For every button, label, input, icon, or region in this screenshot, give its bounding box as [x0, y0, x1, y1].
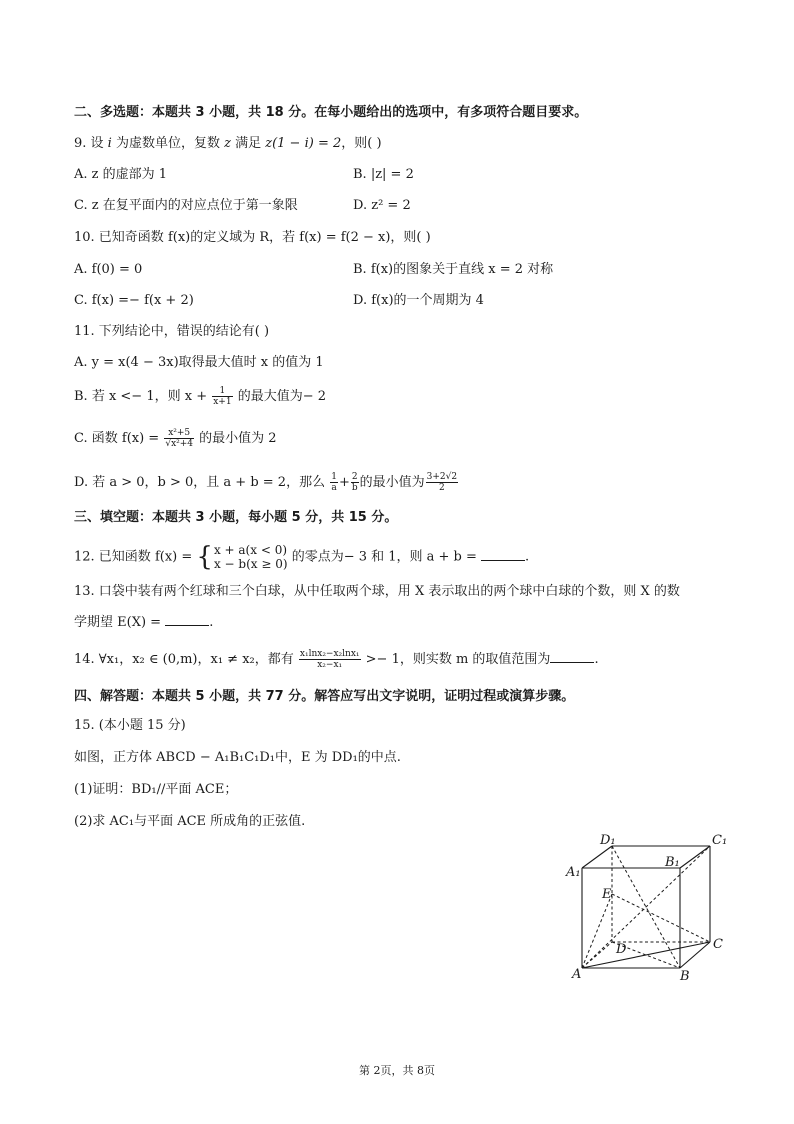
fraction-numerator: x²+5 — [164, 428, 194, 439]
question-15-part-2: (2)求 AC₁与平面 ACE 所成角的正弦值. — [74, 814, 306, 829]
q12-piecewise — [214, 543, 288, 571]
q13-text: 学期望 E(X) = — [74, 615, 166, 630]
q11-c-text: 的最小值为 2 — [199, 431, 277, 446]
label-a1: A₁ — [566, 865, 581, 880]
q14-end: . — [594, 652, 599, 667]
question-15-title: 15. (本小题 15 分) — [74, 718, 186, 733]
q10-option-a: A. f(0) = 0 — [74, 262, 143, 277]
q11-d-fraction-2 — [351, 472, 359, 493]
q11-d-fraction-1 — [330, 472, 338, 493]
q9-var-z: z — [224, 136, 231, 151]
label-a: A — [572, 967, 582, 982]
fraction-denominator: x+1 — [213, 397, 232, 407]
label-c1: C₁ — [712, 833, 728, 848]
q14-fraction — [299, 649, 361, 670]
answer-blank — [481, 548, 525, 561]
q12-case-1: x + a(x < 0) — [213, 543, 288, 557]
q9-option-a: A. z 的虚部为 1 — [74, 167, 168, 182]
q12-text: 12. 已知函数 f(x) = — [74, 549, 193, 565]
label-c: C — [713, 937, 723, 952]
segment-a-e — [582, 894, 612, 968]
section-heading-fill-in: 三、填空题：本题共 3 小题，每小题 5 分，共 15 分。 — [74, 510, 398, 525]
question-12 — [74, 543, 529, 571]
fraction-numerator: x₁lnx₂−x₂lnx₁ — [299, 649, 360, 659]
question-13-line-2 — [74, 613, 213, 633]
label-b1: B₁ — [665, 855, 680, 870]
question-15-part-1: (1)证明：BD₁//平面 ACE； — [74, 782, 238, 797]
cube-figure — [560, 830, 740, 985]
fraction-numerator: 1 — [212, 386, 232, 397]
q9-option-d: D. z² = 2 — [353, 198, 411, 213]
q10-option-b: B. f(x)的图象关于直线 x = 2 对称 — [353, 262, 554, 277]
q13-end: . — [209, 615, 214, 630]
edge-b1-c1 — [680, 846, 710, 868]
plus-sign: + — [338, 475, 350, 490]
q9-stem-part: 9. 设 — [74, 136, 108, 151]
question-10-stem: 10. 已知奇函数 f(x)的定义域为 R，若 f(x) = f(2 − x)，则( ) — [74, 230, 431, 245]
page-number: 第 2页，共 8页 — [359, 1064, 435, 1077]
q11-option-a: A. y = x(4 − 3x)取得最大值时 x 的值为 1 — [74, 355, 324, 370]
q11-option-d — [74, 472, 459, 493]
question-15-description: 如图，正方体 ABCD − A₁B₁C₁D₁中，E 为 DD₁的中点. — [74, 750, 401, 765]
q12-text: 的零点为− 3 和 1，则 a + b = — [291, 549, 482, 565]
segment-a-c — [582, 942, 710, 968]
answer-blank — [550, 650, 594, 663]
q11-b-text: B. 若 x <− 1，则 x + — [74, 389, 208, 404]
label-d: D — [616, 942, 627, 957]
q14-text: 14. ∀x₁，x₂ ∈ (0,m)，x₁ ≠ x₂，都有 — [74, 652, 294, 667]
question-11-stem: 11. 下列结论中，错误的结论有( ) — [74, 324, 270, 339]
fraction-numerator: 1 — [331, 472, 337, 482]
q9-stem-part: ，则( ) — [341, 136, 382, 151]
fraction-numerator: 3+2√2 — [426, 472, 458, 482]
q11-d-text: 的最小值为 — [359, 475, 425, 490]
q9-var-i: i — [107, 136, 112, 151]
q10-option-c: C. f(x) =− f(x + 2) — [74, 293, 194, 308]
fraction-denominator: a — [331, 483, 337, 493]
q11-b-fraction — [212, 386, 232, 407]
fraction-denominator: √x²+4 — [165, 439, 194, 449]
fraction-numerator: 2 — [351, 472, 358, 482]
q11-option-b — [74, 386, 326, 407]
left-brace-icon: { — [196, 542, 213, 572]
cube-hidden-lines — [582, 846, 710, 968]
section-heading-multiple-choice: 二、多选题：本题共 3 小题，共 18 分。在每小题给出的选项中，有多项符合题目要求。 — [74, 105, 588, 120]
answer-blank — [165, 613, 209, 626]
label-b: B — [680, 969, 690, 984]
label-d1: D₁ — [600, 833, 616, 848]
q9-stem-part: 满足 — [230, 136, 266, 151]
q11-c-fraction — [164, 428, 194, 449]
q14-text: >− 1，则实数 m 的取值范围为 — [365, 652, 551, 667]
fraction-denominator: b — [351, 483, 358, 493]
edge-a1-d1 — [582, 846, 612, 868]
q12-end: . — [525, 549, 530, 565]
fraction-denominator: 2 — [439, 483, 445, 493]
q11-b-text: 的最大值为− 2 — [237, 389, 327, 404]
q11-d-fraction-3 — [426, 472, 458, 493]
q11-d-text: D. 若 a > 0，b > 0，且 a + b = 2，那么 — [74, 475, 326, 490]
fraction-denominator: x₂−x₁ — [317, 660, 343, 670]
q11-c-text: C. 函数 f(x) = — [74, 431, 160, 446]
question-9-stem — [74, 134, 382, 154]
question-14 — [74, 649, 599, 670]
q10-option-d: D. f(x)的一个周期为 4 — [353, 293, 484, 308]
q9-equation: z(1 − i) = 2 — [265, 136, 342, 151]
q9-stem-part: 为虚数单位，复数 — [111, 136, 225, 151]
q9-option-c: C. z 在复平面内的对应点位于第一象限 — [74, 198, 298, 213]
segment-a-c1 — [582, 846, 710, 968]
q12-case-2: x − b(x ≥ 0) — [213, 557, 288, 571]
question-13-line-1: 13. 口袋中装有两个红球和三个白球，从中任取两个球，用 X 表示取出的两个球中白球的个数，则 X 的数 — [74, 584, 680, 599]
q11-option-c — [74, 428, 277, 449]
q9-option-b: B. |z| = 2 — [353, 167, 414, 182]
edge-b-c — [680, 942, 710, 968]
section-heading-solutions: 四、解答题：本题共 5 小题，共 77 分。解答应写出文字说明，证明过程或演算步骤。 — [74, 689, 575, 704]
label-e: E — [602, 887, 612, 902]
